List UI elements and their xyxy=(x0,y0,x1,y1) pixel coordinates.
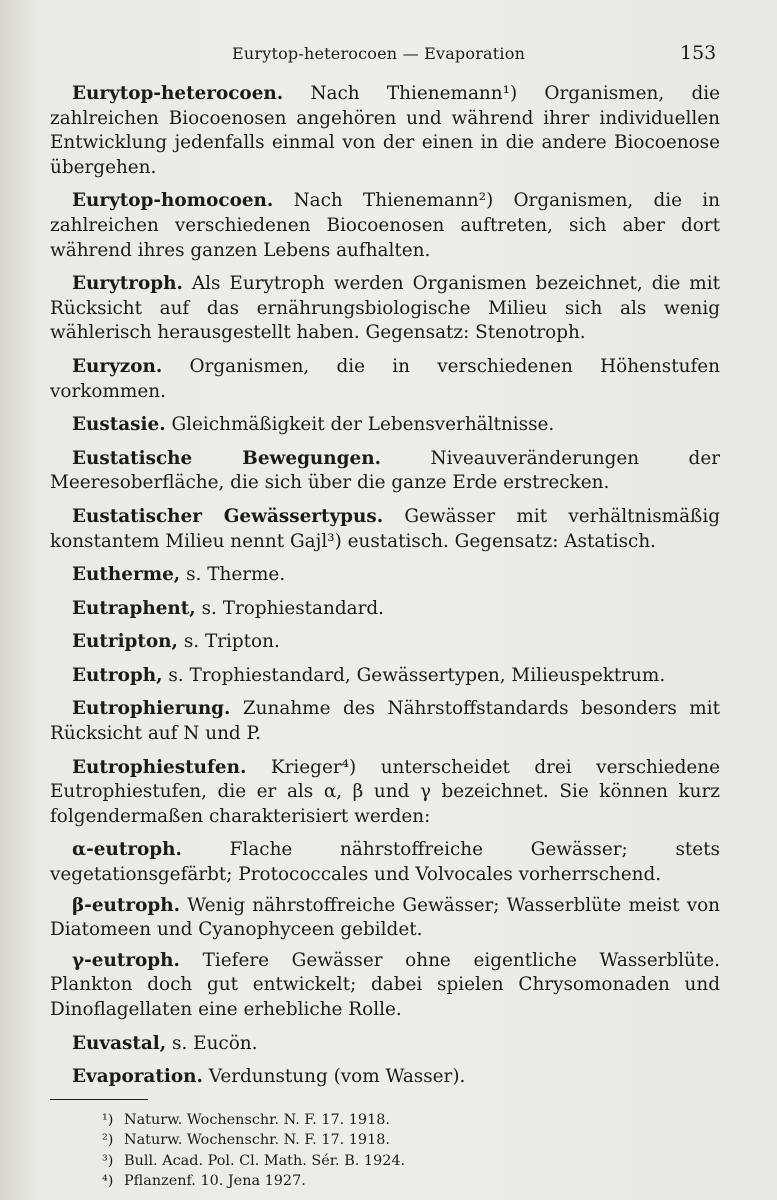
entry-head: Eutripton, xyxy=(72,631,178,653)
entry-head: Eurytop-heterocoen. xyxy=(72,83,284,104)
footnote-divider xyxy=(50,1099,148,1100)
footnote-number: ²) xyxy=(102,1132,114,1149)
entry-alpha-eutroph xyxy=(50,838,720,887)
entry-text: Flache nährstoffreiche Gewässer; stets vegetationsgefärbt; Protococcales und Volvocales vorherrschend. xyxy=(50,839,720,886)
entry-eurytop-homocoen xyxy=(50,189,720,263)
footnote-number: ³) xyxy=(102,1152,114,1169)
entry-beta-eutroph xyxy=(50,894,720,943)
entry-text: s. Trophiestandard. xyxy=(201,597,384,619)
entry-text: Wenig nährstoffreiche Gewässer; Wasserblüte meist von Diatomeen und Cyanophyceen gebildet. xyxy=(50,894,720,941)
entry-head: Eutherme, xyxy=(72,564,181,586)
entry-text: Als Eurytroph werden Organismen bezeichnet, die mit Rücksicht auf das ernährungsbiologische Milieu sich als wenig wählerisch herausgestellt haben. Gegensatz: Stenotroph. xyxy=(50,273,720,344)
entry-text: Gewässer mit verhältnismäßig konstantem Milieu nennt Gajl³) eustatisch. Gegensatz: Astatisch. xyxy=(50,505,720,552)
footnote-text: Naturw. Wochenschr. N. F. 17. 1918. xyxy=(124,1111,390,1128)
entry-head: Eutrophiestufen. xyxy=(72,756,247,778)
entry-text: Gleichmäßigkeit der Lebensverhältnisse. xyxy=(171,414,555,436)
entry-head: Eustatische Bewegungen. xyxy=(72,447,382,469)
entry-text: s. Trophiestandard, Gewässertypen, Milieuspektrum. xyxy=(168,664,666,686)
entry-gamma-eutroph xyxy=(50,949,720,1023)
entry-head: Eustasie. xyxy=(72,414,166,436)
entry-text: Nach Thienemann²) Organismen, die in zahlreichen verschiedenen Biocoenosen auftreten, sich aber dort während ihres ganzen Lebens aufhalten. xyxy=(50,190,720,261)
entry-head: β-eutroph. xyxy=(72,894,181,916)
dictionary-content xyxy=(50,82,720,1192)
footnote xyxy=(102,1151,720,1172)
footnote xyxy=(102,1130,720,1151)
running-head: Eurytop-heterocoen — Evaporation xyxy=(232,44,526,63)
entry-head: Eutraphent, xyxy=(72,597,196,619)
entry-eustatischer-gewaessertypus xyxy=(50,505,720,554)
entry-text: Niveauveränderungen der Meeresoberfläche, die sich über die ganze Erde erstrecken. xyxy=(50,447,720,494)
entry-head: Eustatischer Gewässertypus. xyxy=(72,505,384,527)
entry-eutroph xyxy=(50,664,720,689)
entry-head: Eurytroph. xyxy=(72,273,183,295)
entry-text: s. Eucön. xyxy=(172,1032,258,1054)
footnote-text: Naturw. Wochenschr. N. F. 17. 1918. xyxy=(124,1132,390,1149)
footnote xyxy=(102,1171,720,1192)
entry-euryzon xyxy=(50,355,720,404)
entry-text: s. Therme. xyxy=(186,564,286,586)
footnote-text: Bull. Acad. Pol. Cl. Math. Sér. B. 1924. xyxy=(124,1152,406,1169)
entry-head: Eutrophierung. xyxy=(72,698,231,720)
entry-head: Euvastal, xyxy=(72,1032,167,1054)
page-header xyxy=(0,42,777,68)
footnote-number: ¹) xyxy=(102,1111,114,1128)
entry-text: Nach Thienemann¹) Organismen, die zahlreichen Biocoenosen angehören und während ihrer individuellen Entwicklung jedenfalls einmal von der einen in die andere Biocoenose übergehen. xyxy=(50,83,720,178)
entry-text: Krieger⁴) unterscheidet drei verschiedene Eutrophiestufen, die er als α, β und γ bezeichnet. Sie können kurz folgendermaßen charakterisiert werden: xyxy=(50,756,720,827)
entry-head: γ-eutroph. xyxy=(72,949,180,971)
footnotes xyxy=(50,1110,720,1192)
entry-head: Eutroph, xyxy=(72,664,163,686)
footnote xyxy=(102,1110,720,1131)
entry-eutripton xyxy=(50,630,720,655)
entry-head: Evaporation. xyxy=(72,1066,203,1088)
entry-head: α-eutroph. xyxy=(72,839,182,861)
entry-eutherme xyxy=(50,563,720,588)
entry-eutrophierung xyxy=(50,697,720,746)
footnote-number: ⁴) xyxy=(102,1173,114,1190)
entry-eustasie xyxy=(50,413,720,438)
page-number: 153 xyxy=(680,42,717,64)
footnote-text: Pflanzenf. 10. Jena 1927. xyxy=(124,1173,306,1190)
entry-text: s. Tripton. xyxy=(183,631,280,653)
entry-eutrophiestufen xyxy=(50,756,720,830)
entry-eurytop-heterocoen xyxy=(50,82,720,180)
entry-head: Eurytop-homocoen. xyxy=(72,190,274,212)
entry-text: Zunahme des Nährstoffstandards besonders mit Rücksicht auf N und P. xyxy=(50,698,720,745)
entry-eutraphent xyxy=(50,597,720,622)
entry-euvastal xyxy=(50,1032,720,1057)
entry-text: Organismen, die in verschiedenen Höhenstufen vorkommen. xyxy=(50,355,720,402)
entry-text: Verdunstung (vom Wasser). xyxy=(208,1066,466,1088)
entry-evaporation xyxy=(50,1065,720,1090)
entry-head: Euryzon. xyxy=(72,355,163,377)
entry-eustatische-bewegungen xyxy=(50,447,720,496)
entry-text: Tiefere Gewässer ohne eigentliche Wasserblüte. Plankton doch gut entwickelt; dabei spielen Chrysomonaden und Dinoflagellaten eine erhebliche Rolle. xyxy=(50,949,720,1020)
entry-eurytroph xyxy=(50,272,720,346)
